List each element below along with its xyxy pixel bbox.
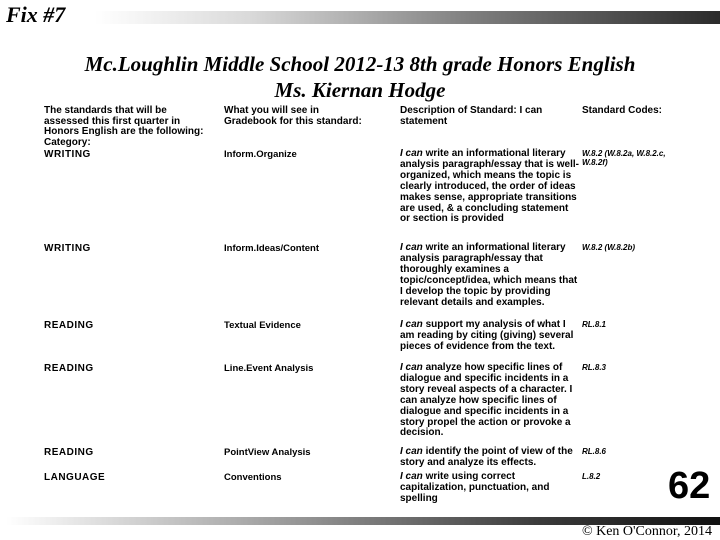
row-description [400, 149, 580, 225]
row-description [400, 320, 580, 353]
description-text: analyze how specific lines of dialogue and specific incidents in a story reveal aspects of a character. I can analyze how specific lines of dialogue and specific incidents in a story propel the action or provoke a decision. [400, 362, 573, 439]
row-codes: RL.8.6 [582, 447, 607, 456]
description-text: write an informational literary analysis paragraph/essay that is well-organized, which means the topic is clearly introduced, the order of ideas makes sense, appropriate transitions are used, & a concluding statement or section is provided [400, 148, 579, 225]
ican-label: I can [400, 471, 423, 482]
ican-label: I can [400, 148, 423, 159]
row-description [400, 363, 580, 439]
description-text: support my analysis of what I am reading by citing (giving) several pieces of evidence from the text. [400, 319, 574, 352]
row-gradebook: Line.Event Analysis [224, 363, 314, 374]
fix-label: Fix #7 [6, 2, 66, 27]
header-category: The standards that will be assessed this first quarter in Honors English are the following: Category: [44, 105, 204, 148]
header-description: Description of Standard: I can statement [400, 105, 543, 127]
row-description [400, 243, 580, 308]
slide-subtitle: Ms. Kiernan Hodge [274, 78, 446, 102]
copyright-notice: © Ken O'Connor, 2014 [581, 524, 712, 539]
row-gradebook: Inform.Ideas/Content [224, 243, 320, 254]
row-codes: L.8.2 [582, 472, 601, 481]
ican-label: I can [400, 446, 423, 457]
row-category: WRITING [44, 149, 91, 160]
row-category: READING [44, 320, 94, 331]
row-codes: RL.8.1 [582, 320, 607, 329]
ican-label: I can [400, 362, 423, 373]
top-bar [0, 0, 720, 34]
ican-label: I can [400, 319, 423, 330]
row-codes: W.8.2 (W.8.2b) [582, 243, 636, 252]
row-category: WRITING [44, 243, 91, 254]
row-category: LANGUAGE [44, 472, 106, 483]
page-number: 62 [668, 465, 711, 507]
description-text: write an informational literary analysis paragraph/essay that thoroughly examines a topic/concept/idea, which means that I develop the topic by providing relevant details and examples. [400, 242, 578, 308]
row-description [400, 447, 580, 469]
row-description [400, 472, 580, 505]
row-gradebook: Textual Evidence [224, 320, 301, 331]
description-text: identify the point of view of the story and analyze its effects. [400, 446, 573, 468]
row-category: READING [44, 447, 94, 458]
row-category: READING [44, 363, 94, 374]
row-codes: W.8.2 (W.8.2a, W.8.2.c, W.8.2f) [582, 149, 666, 167]
row-gradebook: PointView Analysis [224, 447, 311, 458]
top-gradient-bar [95, 11, 720, 24]
standards-table [44, 104, 670, 504]
slide-title: Mc.Loughlin Middle School 2012-13 8th grade Honors English [84, 52, 636, 76]
description-text: write using correct capitalization, punctuation, and spelling [400, 471, 550, 504]
row-gradebook: Inform.Organize [224, 149, 297, 160]
header-gradebook: What you will see in Gradebook for this standard: [224, 105, 362, 127]
ican-label: I can [400, 242, 423, 253]
row-codes: RL.8.3 [582, 363, 607, 372]
row-gradebook: Conventions [224, 472, 282, 483]
header-codes: Standard Codes: [582, 105, 663, 116]
